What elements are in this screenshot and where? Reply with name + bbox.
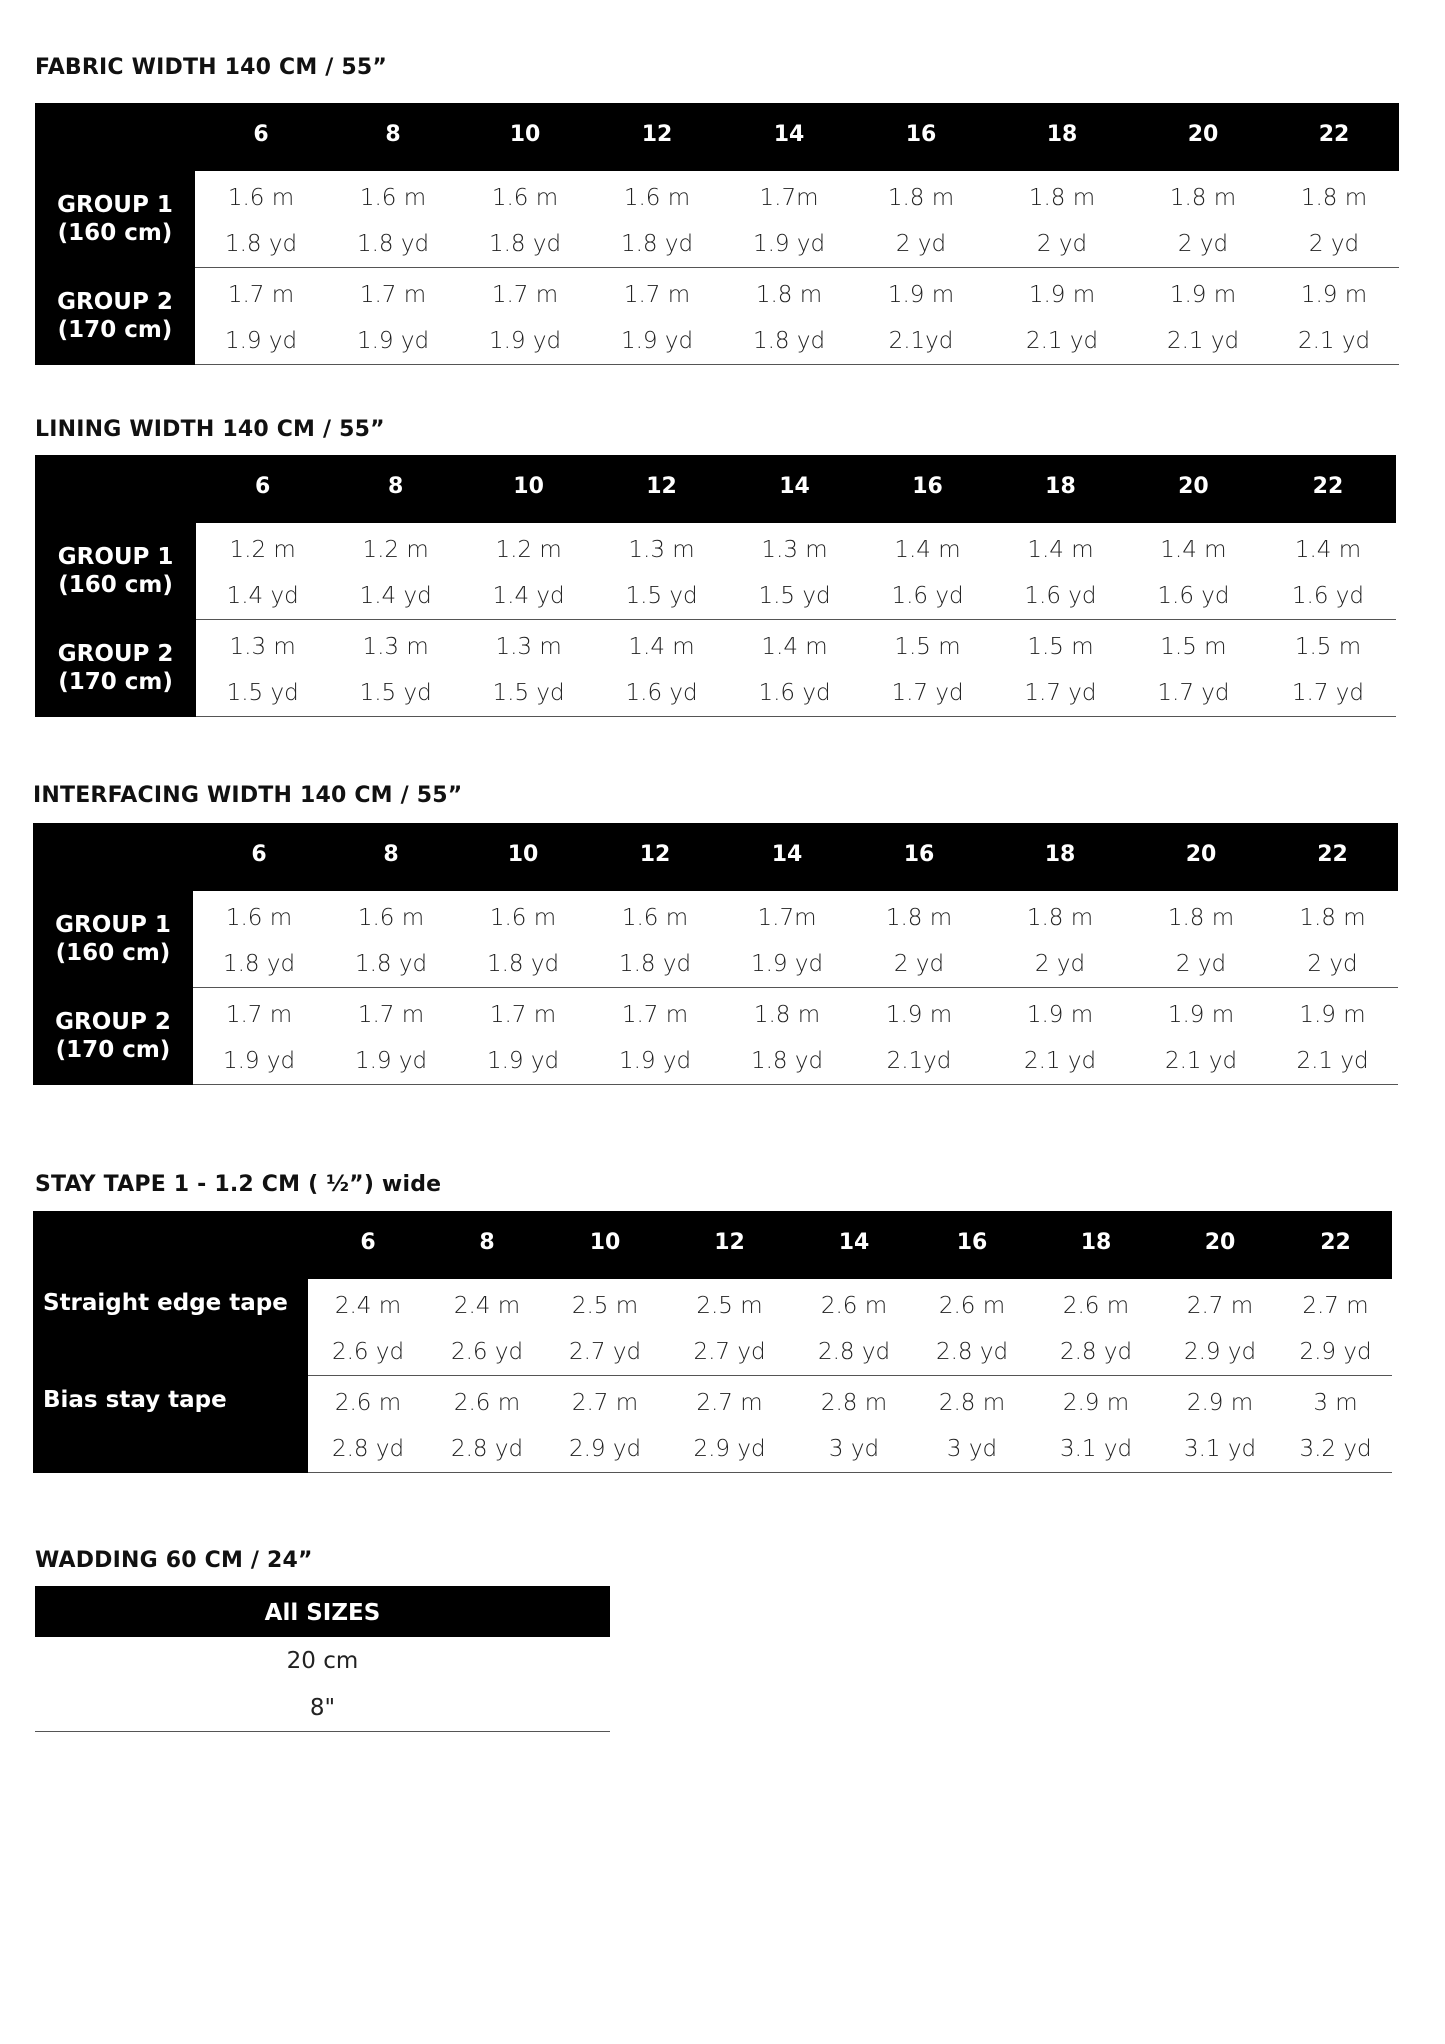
yards-cell: 2 yd — [1267, 941, 1398, 988]
meters-cell: 2.5 m — [696, 1293, 763, 1319]
yards-cell: 1.9 yd — [591, 318, 723, 365]
yards-cell: 1.8 yd — [195, 221, 327, 268]
meters-cell: 1.6 m — [489, 905, 557, 931]
yards-cell: 1.9 yd — [193, 1038, 325, 1085]
meters-cell: 1.7 m — [491, 282, 559, 308]
yards-cell: 2 yd — [1269, 221, 1399, 268]
yards-cell: 2.6 yd — [308, 1329, 428, 1376]
yards-cell: 2.8 yd — [913, 1329, 1031, 1376]
size-header: 6 — [193, 823, 325, 891]
group-label: Bias stay tape — [33, 1376, 308, 1473]
fabric-title: FABRIC WIDTH 140 CM / 55” — [35, 55, 388, 80]
meters-cell: 1.8 m — [885, 905, 953, 931]
yards-cell: 3 yd — [795, 1426, 913, 1473]
meters-cell: 1.4 m — [1160, 537, 1227, 563]
yards-cell: 2.1 yd — [985, 1038, 1135, 1085]
corner-cell — [35, 103, 195, 171]
meters-cell: 1.5 m — [1160, 634, 1227, 660]
yards-cell: 1.9 yd — [195, 318, 327, 365]
meters-cell: 1.5 m — [894, 634, 961, 660]
yards-cell: 1.8 yd — [325, 941, 457, 988]
meters-cell: 1.6 m — [621, 905, 689, 931]
meters-cell: 1.7 m — [489, 1002, 557, 1028]
meters-cell: 2.6 m — [1062, 1293, 1130, 1319]
yards-cell: 1.9 yd — [589, 1038, 721, 1085]
wadding-header: All SIZES — [35, 1586, 610, 1637]
meters-cell: 1.4 m — [1294, 537, 1362, 563]
size-header: 14 — [723, 103, 855, 171]
size-header: 12 — [589, 823, 721, 891]
size-header: 10 — [546, 1211, 664, 1279]
corner-cell — [33, 823, 193, 891]
yards-cell: 1.6 yd — [1127, 573, 1260, 620]
meters-cell: 2.6 m — [938, 1293, 1006, 1319]
yards-cell: 1.6 yd — [1260, 573, 1396, 620]
yards-cell: 2.1yd — [855, 318, 987, 365]
yards-cell: 3.1 yd — [1031, 1426, 1161, 1473]
yards-cell: 2 yd — [985, 941, 1135, 988]
yards-cell: 1.8 yd — [589, 941, 721, 988]
meters-cell: 1.7 m — [621, 1002, 689, 1028]
meters-cell: 1.8 m — [887, 185, 955, 211]
yards-cell: 1.6 yd — [994, 573, 1127, 620]
size-header: 18 — [987, 103, 1137, 171]
yards-cell: 2.7 yd — [664, 1329, 795, 1376]
meters-cell: 1.4 m — [761, 634, 828, 660]
meters-cell: 1.4 m — [894, 537, 961, 563]
yards-cell: 2 yd — [853, 941, 985, 988]
yards-cell: 2 yd — [1137, 221, 1269, 268]
meters-cell: 1.7 m — [359, 282, 427, 308]
fabric-table — [35, 103, 1399, 365]
meters-cell: 2.8 m — [820, 1390, 888, 1416]
meters-cell: 1.8 m — [1169, 185, 1237, 211]
meters-cell: 2.9 m — [1062, 1390, 1130, 1416]
yards-cell: 1.6 yd — [861, 573, 994, 620]
yards-cell: 1.7 yd — [1260, 670, 1396, 717]
size-header: 8 — [325, 823, 457, 891]
meters-cell: 1.6 m — [359, 185, 427, 211]
size-header: 14 — [721, 823, 853, 891]
yards-cell: 2.1 yd — [987, 318, 1137, 365]
meters-cell: 1.5 m — [1027, 634, 1094, 660]
yards-cell: 1.6 yd — [728, 670, 861, 717]
interfacing-table — [33, 823, 1398, 1085]
yards-cell: 2.1 yd — [1135, 1038, 1267, 1085]
lining-title: LINING WIDTH 140 CM / 55” — [35, 417, 385, 442]
size-header: 12 — [591, 103, 723, 171]
group-label: GROUP 1 (160 cm) — [35, 523, 196, 620]
yards-cell: 1.8 yd — [193, 941, 325, 988]
size-header: 10 — [459, 103, 591, 171]
staytape-title: STAY TAPE 1 - 1.2 CM ( ½”) wide — [35, 1172, 442, 1197]
yards-cell: 1.5 yd — [329, 670, 462, 717]
meters-cell: 1.9 m — [1026, 1002, 1094, 1028]
meters-cell: 3 m — [1313, 1390, 1358, 1416]
meters-cell: 1.9 m — [1167, 1002, 1235, 1028]
meters-cell: 1.6 m — [227, 185, 295, 211]
yards-cell: 1.4 yd — [196, 573, 329, 620]
meters-cell: 1.3 m — [362, 634, 429, 660]
meters-cell: 1.8 m — [1028, 185, 1096, 211]
size-header: 14 — [795, 1211, 913, 1279]
meters-cell: 1.5 m — [1294, 634, 1362, 660]
yards-cell: 2.8 yd — [795, 1329, 913, 1376]
group-label: GROUP 2 (170 cm) — [35, 620, 196, 717]
size-header: 14 — [728, 455, 861, 523]
meters-cell: 2.9 m — [1186, 1390, 1254, 1416]
corner-cell — [35, 455, 196, 523]
size-header: 22 — [1279, 1211, 1392, 1279]
group-label: GROUP 1 (160 cm) — [33, 891, 193, 988]
yards-cell: 1.9 yd — [721, 941, 853, 988]
corner-cell — [33, 1211, 308, 1279]
size-header: 22 — [1269, 103, 1399, 171]
yards-cell: 1.7 yd — [1127, 670, 1260, 717]
size-header: 8 — [327, 103, 459, 171]
size-header: 20 — [1161, 1211, 1279, 1279]
meters-cell: 1.4 m — [1027, 537, 1094, 563]
yards-cell: 2.8 yd — [308, 1426, 428, 1473]
yards-cell: 2.1 yd — [1269, 318, 1399, 365]
yards-cell: 1.9 yd — [325, 1038, 457, 1085]
meters-cell: 2.5 m — [571, 1293, 639, 1319]
meters-cell: 1.8 m — [753, 1002, 821, 1028]
yards-cell: 1.9 yd — [459, 318, 591, 365]
meters-cell: 2.6 m — [820, 1293, 888, 1319]
meters-cell: 1.7m — [759, 185, 819, 211]
meters-cell: 1.7 m — [225, 1002, 293, 1028]
meters-cell: 2.7 m — [571, 1390, 639, 1416]
size-header: 6 — [195, 103, 327, 171]
yards-cell: 2.9 yd — [546, 1426, 664, 1473]
meters-cell: 1.9 m — [1028, 282, 1096, 308]
meters-cell: 1.8 m — [755, 282, 823, 308]
size-header: 20 — [1135, 823, 1267, 891]
meters-cell: 1.8 m — [1300, 185, 1368, 211]
yards-cell: 1.5 yd — [595, 573, 728, 620]
meters-cell: 2.8 m — [938, 1390, 1006, 1416]
meters-cell: 1.9 m — [887, 282, 955, 308]
yards-cell: 1.7 yd — [861, 670, 994, 717]
yards-cell: 1.6 yd — [595, 670, 728, 717]
yards-cell: 3.1 yd — [1161, 1426, 1279, 1473]
yards-cell: 2.8 yd — [428, 1426, 546, 1473]
size-header: 16 — [861, 455, 994, 523]
wadding-title: WADDING 60 CM / 24” — [35, 1548, 313, 1573]
yards-cell: 3 yd — [913, 1426, 1031, 1473]
meters-cell: 2.6 m — [334, 1390, 402, 1416]
yards-cell: 1.4 yd — [329, 573, 462, 620]
size-header: 12 — [595, 455, 728, 523]
meters-cell: 2.7 m — [1302, 1293, 1369, 1319]
meters-cell: 1.8 m — [1026, 905, 1094, 931]
yards-cell: 2.7 yd — [546, 1329, 664, 1376]
yards-cell: 1.5 yd — [196, 670, 329, 717]
meters-cell: 2.4 m — [453, 1293, 521, 1319]
yards-cell: 2 yd — [855, 221, 987, 268]
yards-cell: 1.8 yd — [327, 221, 459, 268]
meters-cell: 1.9 m — [1300, 282, 1368, 308]
meters-cell: 1.6 m — [225, 905, 293, 931]
size-header: 22 — [1260, 455, 1396, 523]
size-header: 8 — [428, 1211, 546, 1279]
yards-cell: 1.9 yd — [327, 318, 459, 365]
yards-cell: 2.6 yd — [428, 1329, 546, 1376]
lining-table — [35, 455, 1396, 717]
meters-cell: 1.9 m — [1299, 1002, 1366, 1028]
yards-cell: 2 yd — [1135, 941, 1267, 988]
meters-cell: 1.6 m — [623, 185, 691, 211]
meters-cell: 1.8 m — [1167, 905, 1235, 931]
size-header: 10 — [462, 455, 595, 523]
wadding-table — [35, 1586, 610, 1732]
yards-cell: 1.8 yd — [591, 221, 723, 268]
yards-cell: 1.8 yd — [457, 941, 589, 988]
interfacing-title: INTERFACING WIDTH 140 CM / 55” — [33, 783, 463, 808]
yards-cell: 1.5 yd — [462, 670, 595, 717]
meters-cell: 1.3 m — [229, 634, 296, 660]
size-header: 20 — [1137, 103, 1269, 171]
meters-cell: 1.9 m — [885, 1002, 953, 1028]
meters-cell: 1.4 m — [628, 634, 695, 660]
size-header: 8 — [329, 455, 462, 523]
meters-cell: 1.2 m — [495, 537, 562, 563]
size-header: 6 — [196, 455, 329, 523]
yards-cell: 1.5 yd — [728, 573, 861, 620]
yards-cell: 1.8 yd — [459, 221, 591, 268]
yards-cell: 2.1yd — [853, 1038, 985, 1085]
yards-cell: 1.9 yd — [457, 1038, 589, 1085]
yards-cell: 1.8 yd — [723, 318, 855, 365]
group-label: GROUP 1 (160 cm) — [35, 171, 195, 268]
size-header: 20 — [1127, 455, 1260, 523]
size-header: 18 — [994, 455, 1127, 523]
meters-cell: 2.7 m — [1186, 1293, 1254, 1319]
yards-cell: 3.2 yd — [1279, 1426, 1392, 1473]
size-header: 16 — [913, 1211, 1031, 1279]
meters-cell: 1.2 m — [229, 537, 296, 563]
meters-cell: 2.7 m — [696, 1390, 763, 1416]
meters-cell: 1.6 m — [357, 905, 425, 931]
yards-cell: 1.9 yd — [723, 221, 855, 268]
yards-cell: 1.7 yd — [994, 670, 1127, 717]
size-header: 18 — [1031, 1211, 1161, 1279]
size-header: 16 — [853, 823, 985, 891]
meters-cell: 1.3 m — [495, 634, 562, 660]
yards-cell: 2 yd — [987, 221, 1137, 268]
yards-cell: 2.8 yd — [1031, 1329, 1161, 1376]
meters-cell: 1.7m — [757, 905, 817, 931]
meters-cell: 1.7 m — [227, 282, 295, 308]
meters-cell: 2.4 m — [334, 1293, 402, 1319]
yards-cell: 2.9 yd — [1161, 1329, 1279, 1376]
meters-cell: 1.6 m — [491, 185, 559, 211]
size-header: 6 — [308, 1211, 428, 1279]
wadding-inch: 8" — [35, 1684, 610, 1732]
group-label: GROUP 2 (170 cm) — [35, 268, 195, 365]
group-label: GROUP 2 (170 cm) — [33, 988, 193, 1085]
wadding-cm: 20 cm — [286, 1647, 359, 1674]
meters-cell: 1.7 m — [623, 282, 691, 308]
meters-cell: 1.2 m — [362, 537, 429, 563]
yards-cell: 2.9 yd — [664, 1426, 795, 1473]
size-header: 18 — [985, 823, 1135, 891]
staytape-table — [33, 1211, 1392, 1473]
meters-cell: 1.8 m — [1299, 905, 1366, 931]
yards-cell: 2.1 yd — [1267, 1038, 1398, 1085]
meters-cell: 1.9 m — [1169, 282, 1237, 308]
meters-cell: 2.6 m — [453, 1390, 521, 1416]
yards-cell: 1.8 yd — [721, 1038, 853, 1085]
yards-cell: 1.4 yd — [462, 573, 595, 620]
yards-cell: 2.1 yd — [1137, 318, 1269, 365]
yards-cell: 2.9 yd — [1279, 1329, 1392, 1376]
meters-cell: 1.7 m — [357, 1002, 425, 1028]
meters-cell: 1.3 m — [628, 537, 695, 563]
size-header: 10 — [457, 823, 589, 891]
size-header: 16 — [855, 103, 987, 171]
size-header: 22 — [1267, 823, 1398, 891]
meters-cell: 1.3 m — [761, 537, 828, 563]
group-label: Straight edge tape — [33, 1279, 308, 1376]
size-header: 12 — [664, 1211, 795, 1279]
